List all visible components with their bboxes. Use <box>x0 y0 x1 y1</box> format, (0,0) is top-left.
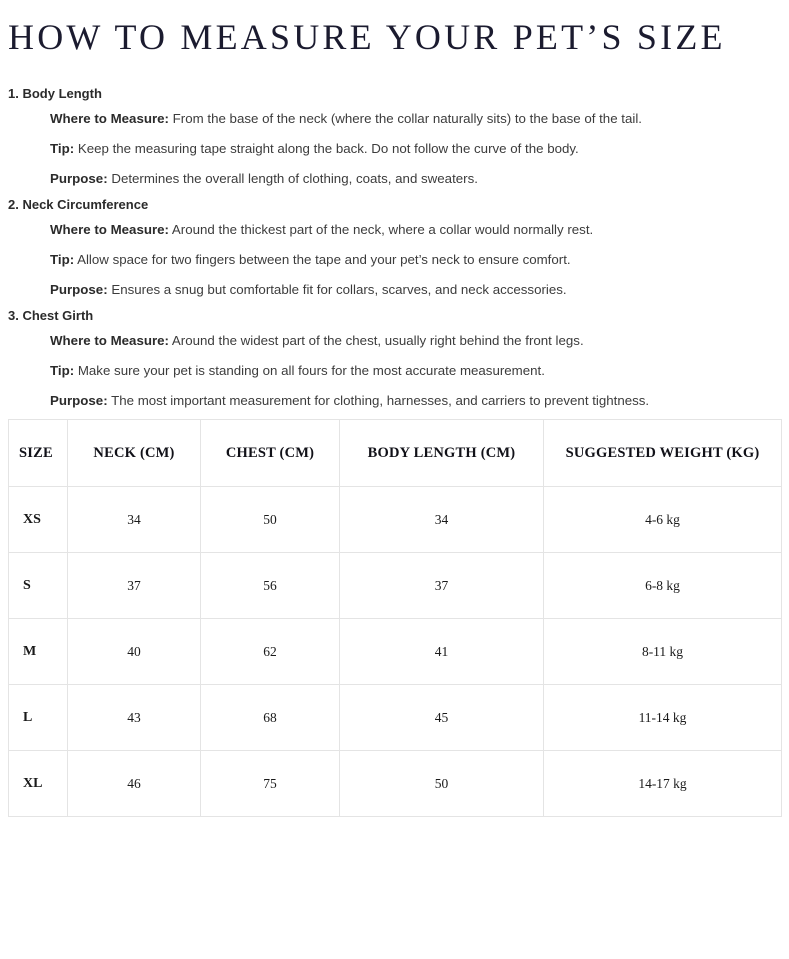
table-row <box>9 619 782 685</box>
section-body-length <box>8 86 781 187</box>
cell-weight: 6-8 kg <box>544 553 782 619</box>
table-header-row <box>9 420 782 487</box>
cell-size: S <box>9 553 68 619</box>
section-heading-1: 1. Body Length <box>8 86 102 101</box>
section-3-line-purpose <box>50 393 781 409</box>
text-tip: Make sure your pet is standing on all fours for the most accurate measurement. <box>74 363 545 378</box>
cell-body-length: 37 <box>340 553 544 619</box>
label-where-to-measure: Where to Measure: <box>50 333 169 348</box>
section-2-line-tip <box>50 252 781 268</box>
section-chest-girth <box>8 308 781 409</box>
measurement-sections <box>0 86 789 409</box>
label-where-to-measure: Where to Measure: <box>50 111 169 126</box>
cell-size: XL <box>9 751 68 817</box>
label-purpose: Purpose: <box>50 393 108 408</box>
cell-body-length: 34 <box>340 487 544 553</box>
section-body-1 <box>8 102 781 187</box>
section-2-line-purpose <box>50 282 781 298</box>
text-where-to-measure: Around the thickest part of the neck, where a collar would normally rest. <box>168 222 594 237</box>
col-header-weight: SUGGESTED WEIGHT (KG) <box>544 420 782 487</box>
cell-chest: 56 <box>201 553 340 619</box>
cell-chest: 62 <box>201 619 340 685</box>
table-row <box>9 685 782 751</box>
label-tip: Tip: <box>50 363 75 378</box>
text-tip: Allow space for two fingers between the tape and your pet’s neck to ensure comfort. <box>74 252 571 267</box>
section-2-line-where <box>50 222 781 238</box>
section-1-line-where <box>50 111 781 127</box>
cell-size: XS <box>9 487 68 553</box>
col-header-size: SIZE <box>9 420 68 487</box>
table-row <box>9 487 782 553</box>
cell-weight: 11-14 kg <box>544 685 782 751</box>
cell-weight: 4-6 kg <box>544 487 782 553</box>
section-3-line-tip <box>50 363 781 379</box>
text-where-to-measure: From the base of the neck (where the collar naturally sits) to the base of the tail. <box>168 111 642 126</box>
cell-weight: 14-17 kg <box>544 751 782 817</box>
section-3-line-where <box>50 333 781 349</box>
text-tip: Keep the measuring tape straight along the back. Do not follow the curve of the body. <box>74 141 579 156</box>
text-purpose: Ensures a snug but comfortable fit for collars, scarves, and neck accessories. <box>107 282 567 297</box>
section-body-2 <box>8 213 781 298</box>
section-heading-2: 2. Neck Circumference <box>8 197 149 212</box>
cell-body-length: 41 <box>340 619 544 685</box>
size-chart-table <box>8 419 782 817</box>
size-table-head <box>9 420 782 487</box>
col-header-body-length: BODY LENGTH (CM) <box>340 420 544 487</box>
size-table-container <box>0 419 789 817</box>
section-1-line-tip <box>50 141 781 157</box>
cell-body-length: 45 <box>340 685 544 751</box>
label-purpose: Purpose: <box>50 282 108 297</box>
cell-size: L <box>9 685 68 751</box>
section-heading-3: 3. Chest Girth <box>8 308 94 323</box>
label-tip: Tip: <box>50 141 75 156</box>
cell-size: M <box>9 619 68 685</box>
table-row <box>9 751 782 817</box>
section-neck-circumference <box>8 197 781 298</box>
label-purpose: Purpose: <box>50 171 108 186</box>
cell-neck: 40 <box>68 619 201 685</box>
table-row <box>9 553 782 619</box>
label-tip: Tip: <box>50 252 75 267</box>
cell-neck: 34 <box>68 487 201 553</box>
section-body-3 <box>8 324 781 409</box>
col-header-neck: NECK (CM) <box>68 420 201 487</box>
cell-body-length: 50 <box>340 751 544 817</box>
section-1-line-purpose <box>50 171 781 187</box>
text-where-to-measure: Around the widest part of the chest, usually right behind the front legs. <box>168 333 584 348</box>
cell-neck: 46 <box>68 751 201 817</box>
cell-chest: 75 <box>201 751 340 817</box>
size-table-body <box>9 487 782 817</box>
text-purpose: The most important measurement for clothing, harnesses, and carriers to prevent tightness. <box>107 393 650 408</box>
label-where-to-measure: Where to Measure: <box>50 222 169 237</box>
cell-weight: 8-11 kg <box>544 619 782 685</box>
cell-chest: 68 <box>201 685 340 751</box>
text-purpose: Determines the overall length of clothing, coats, and sweaters. <box>107 171 478 186</box>
cell-neck: 37 <box>68 553 201 619</box>
cell-chest: 50 <box>201 487 340 553</box>
page-title: HOW TO MEASURE YOUR PET’S SIZE <box>8 17 726 57</box>
col-header-chest: CHEST (CM) <box>201 420 340 487</box>
cell-neck: 43 <box>68 685 201 751</box>
